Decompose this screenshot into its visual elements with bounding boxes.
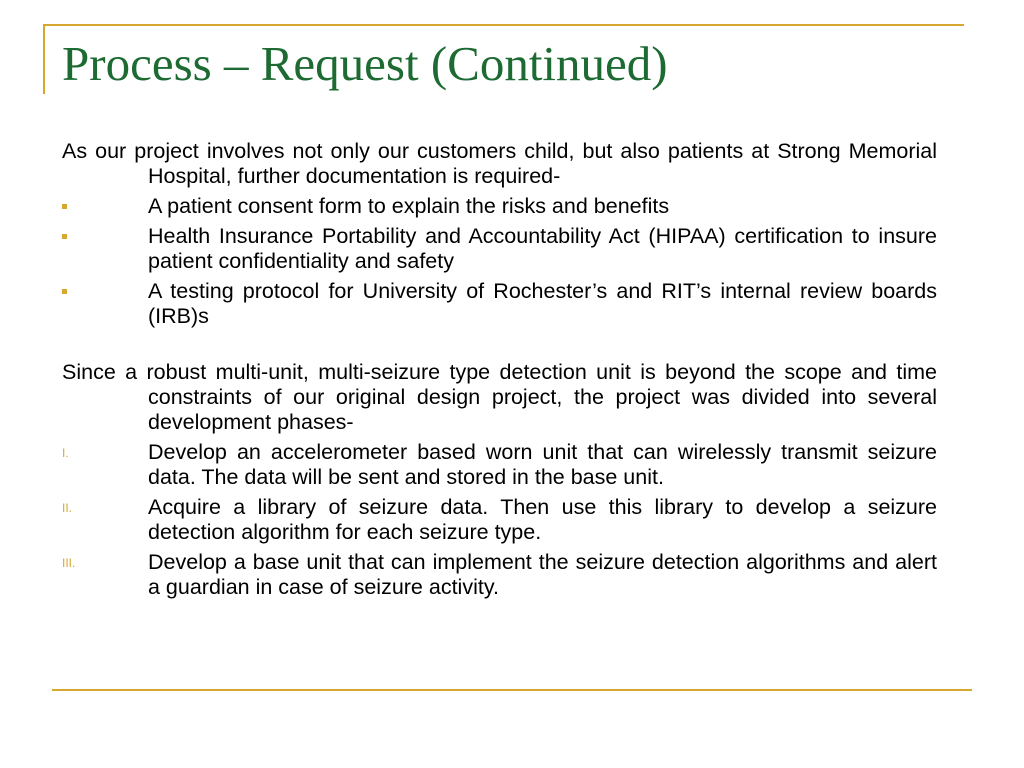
bullet-text: A testing protocol for University of Rochester’s and RIT’s internal review boards (IRB)s: [148, 279, 937, 328]
square-bullet-icon: [62, 234, 67, 239]
bullet-text: Health Insurance Portability and Accountability Act (HIPAA) certification to insure patient confidentiality and safety: [148, 224, 937, 273]
spacer: [62, 329, 937, 360]
slide-title: Process – Request (Continued): [62, 36, 668, 91]
phase-text: Acquire a library of seizure data. Then use this library to develop a seizure detection algorithm for each seizure type.: [148, 495, 937, 544]
top-rule: [44, 24, 964, 26]
phase-text: Develop an accelerometer based worn unit that can wirelessly transmit seizure data. The data will be sent and stored in the base unit.: [148, 440, 937, 489]
bullet-text: A patient consent form to explain the risks and benefits: [148, 194, 670, 218]
list-item: [62, 194, 937, 219]
roman-numeral: I.: [62, 446, 69, 460]
square-bullet-icon: [62, 204, 67, 209]
list-item: [62, 224, 937, 274]
slide-body: [62, 139, 937, 600]
phase-item: [62, 550, 937, 600]
list-item: [62, 279, 937, 329]
phase-item: [62, 440, 937, 490]
phase-item: [62, 495, 937, 545]
roman-numeral: III.: [62, 556, 76, 570]
roman-numeral: II.: [62, 501, 73, 515]
phase-text: Develop a base unit that can implement the seizure detection algorithms and alert a guardian in case of seizure activity.: [148, 550, 937, 599]
phases-paragraph: Since a robust multi-unit, multi-seizure type detection unit is beyond the scope and time constraints of our original design project, the project was divided into several development phases-: [62, 360, 937, 434]
bottom-rule: [52, 689, 972, 691]
left-rule: [43, 24, 45, 94]
intro-paragraph: As our project involves not only our customers child, but also patients at Strong Memorial Hospital, further documentation is required-: [62, 139, 937, 188]
square-bullet-icon: [62, 289, 67, 294]
